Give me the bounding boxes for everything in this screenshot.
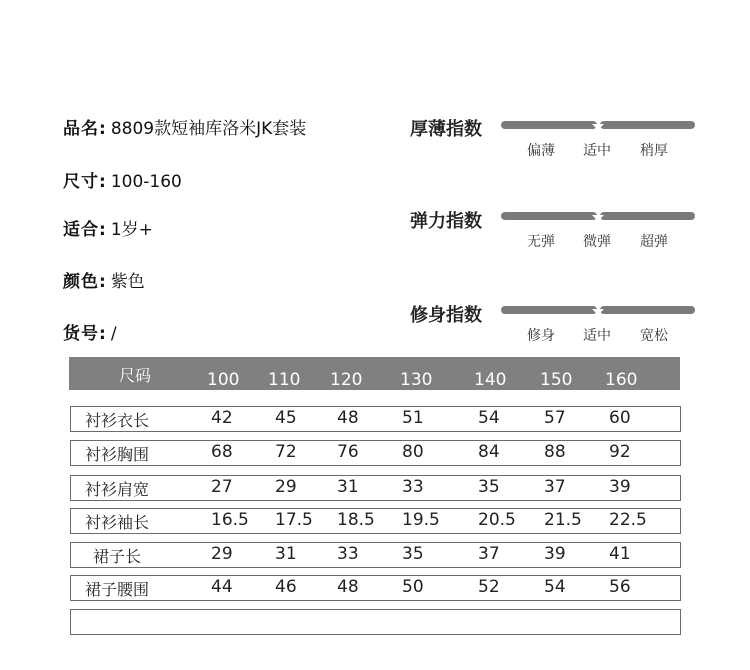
row-value: 37 <box>478 544 500 564</box>
row-value: 35 <box>478 477 500 497</box>
row-value: 84 <box>478 442 500 462</box>
table-row <box>70 406 681 432</box>
row-value: 76 <box>337 442 359 462</box>
row-value: 54 <box>478 408 500 428</box>
row-value: 72 <box>275 442 297 462</box>
elasticity-marker-icon <box>592 215 604 221</box>
row-value: 29 <box>211 544 233 564</box>
size-col-120: 120 <box>330 370 363 390</box>
size-header-label: 尺码 <box>119 366 152 385</box>
thickness-marker-icon <box>592 124 604 130</box>
elasticity-index-title: 弹力指数 <box>410 211 482 232</box>
product-sku-value: / <box>110 324 117 344</box>
row-value: 31 <box>337 477 359 497</box>
row-value: 39 <box>544 544 566 564</box>
product-sku-line <box>63 319 117 344</box>
row-name: 衬衫肩宽 <box>84 480 149 499</box>
table-row <box>70 475 681 501</box>
row-value: 54 <box>544 577 566 597</box>
row-value: 33 <box>402 477 424 497</box>
row-value: 46 <box>275 577 297 597</box>
row-value: 88 <box>544 442 566 462</box>
size-col-100: 100 <box>207 370 240 390</box>
row-value: 48 <box>337 577 359 597</box>
row-value: 19.5 <box>402 510 440 530</box>
row-value: 31 <box>275 544 297 564</box>
product-fit-value: 1岁+ <box>110 220 153 240</box>
row-value: 18.5 <box>337 510 375 530</box>
row-value: 33 <box>337 544 359 564</box>
elasticity-label-high: 超弹 <box>640 234 668 250</box>
row-value: 39 <box>609 477 631 497</box>
size-col-130: 130 <box>400 370 433 390</box>
size-col-110: 110 <box>268 370 301 390</box>
product-size-line <box>63 167 182 192</box>
row-value: 56 <box>609 577 631 597</box>
product-color-line <box>63 267 145 292</box>
fit-index-title: 修身指数 <box>410 305 482 326</box>
product-color-label: 颜色: <box>63 272 107 292</box>
product-color-value: 紫色 <box>110 272 145 292</box>
row-name: 衬衫衣长 <box>84 411 149 430</box>
product-sku-label: 货号: <box>63 324 107 344</box>
thickness-label-mid: 适中 <box>583 143 611 159</box>
thickness-index-bar <box>501 121 695 129</box>
elasticity-index-bar <box>501 212 695 220</box>
thickness-index-title: 厚薄指数 <box>410 119 482 140</box>
row-value: 29 <box>275 477 297 497</box>
table-row <box>70 508 681 534</box>
row-value: 42 <box>211 408 233 428</box>
row-value: 57 <box>544 408 566 428</box>
product-fit-label: 适合: <box>63 220 107 240</box>
table-row <box>70 440 681 466</box>
row-value: 41 <box>609 544 631 564</box>
row-value: 16.5 <box>211 510 249 530</box>
row-value: 17.5 <box>275 510 313 530</box>
thickness-label-high: 稍厚 <box>640 143 668 159</box>
elasticity-label-low: 无弹 <box>527 234 555 250</box>
product-size-value: 100-160 <box>110 172 182 192</box>
product-name-value: 8809款短袖库洛米JK套装 <box>110 119 307 139</box>
elasticity-label-mid: 微弹 <box>583 234 611 250</box>
row-value: 27 <box>211 477 233 497</box>
fit-index-bar <box>501 306 695 314</box>
table-row <box>70 575 681 601</box>
size-col-150: 150 <box>540 370 573 390</box>
row-value: 48 <box>337 408 359 428</box>
table-row <box>70 542 681 568</box>
row-value: 50 <box>402 577 424 597</box>
row-name: 裙子长 <box>92 547 141 566</box>
row-value: 60 <box>609 408 631 428</box>
row-value: 35 <box>402 544 424 564</box>
row-value: 44 <box>211 577 233 597</box>
row-value: 22.5 <box>609 510 647 530</box>
row-name: 衬衫胸围 <box>84 445 149 464</box>
product-name-label: 品名: <box>63 119 107 139</box>
row-value: 21.5 <box>544 510 582 530</box>
row-value: 80 <box>402 442 424 462</box>
product-fit-line <box>63 215 153 240</box>
row-name: 裙子腰围 <box>84 580 149 599</box>
size-table-header <box>69 357 680 390</box>
fit-label-high: 宽松 <box>640 328 668 344</box>
row-value: 45 <box>275 408 297 428</box>
product-size-label: 尺寸: <box>63 172 107 192</box>
row-value: 51 <box>402 408 424 428</box>
row-value: 68 <box>211 442 233 462</box>
row-name: 衬衫袖长 <box>84 513 149 532</box>
row-value: 20.5 <box>478 510 516 530</box>
fit-marker-icon <box>592 309 604 315</box>
fit-label-mid: 适中 <box>583 328 611 344</box>
size-col-140: 140 <box>474 370 507 390</box>
row-value: 37 <box>544 477 566 497</box>
thickness-label-low: 偏薄 <box>527 143 555 159</box>
product-name-line <box>63 114 306 139</box>
row-value: 52 <box>478 577 500 597</box>
size-col-160: 160 <box>605 370 638 390</box>
row-value: 92 <box>609 442 631 462</box>
table-row-empty <box>70 609 681 635</box>
fit-label-low: 修身 <box>527 328 555 344</box>
